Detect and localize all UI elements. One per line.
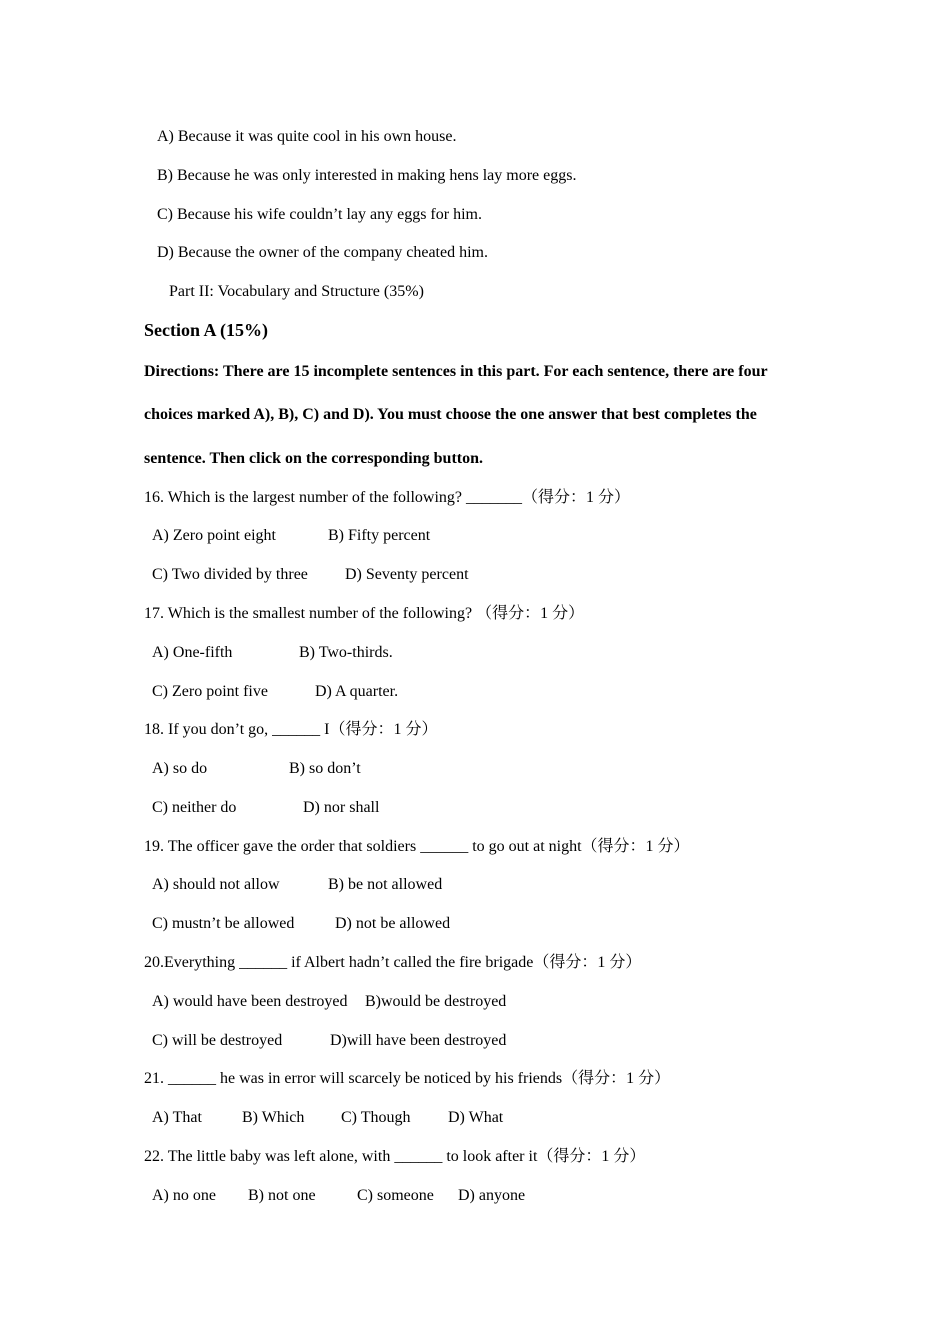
option-button[interactable]: A) would have been destroyed [152, 993, 348, 1010]
option-button[interactable]: B) so don’t [289, 760, 361, 777]
option-button[interactable]: D) What [448, 1109, 504, 1126]
prev-option-b: B) Because he was only interested in making hens lay more eggs. [157, 167, 577, 184]
option-button[interactable]: D) anyone [458, 1187, 526, 1204]
option-button[interactable]: C) will be destroyed [152, 1032, 283, 1049]
option-button[interactable]: A) That [152, 1109, 202, 1126]
option-button[interactable]: A) so do [152, 760, 208, 777]
prev-option-d: D) Because the owner of the company cheated him. [157, 244, 488, 261]
part-title: Part II: Vocabulary and Structure (35%) [169, 283, 424, 300]
question-stem: 16. Which is the largest number of the following? _______（得分：1 分） [144, 489, 631, 506]
option-button[interactable]: C) Though [341, 1109, 411, 1126]
question-stem: 17. Which is the smallest number of the following? （得分：1 分） [144, 605, 585, 622]
option-button[interactable]: B) not one [248, 1187, 316, 1204]
option-button[interactable]: A) Zero point eight [152, 527, 276, 544]
question-stem: 20.Everything ______ if Albert hadn’t called the fire brigade（得分：1 分） [144, 954, 642, 971]
directions-line-3: sentence. Then click on the corresponding button. [144, 450, 483, 467]
directions-line-2: choices marked A), B), C) and D). You must choose the one answer that best completes the [144, 406, 757, 423]
option-button[interactable]: C) someone [357, 1187, 434, 1204]
option-button[interactable]: C) Zero point five [152, 683, 268, 700]
prev-option-c: C) Because his wife couldn’t lay any eggs for him. [157, 206, 482, 223]
section-title: Section A (15%) [144, 320, 268, 340]
question-stem: 22. The little baby was left alone, with ______ to look after it（得分：1 分） [144, 1148, 646, 1165]
option-button[interactable]: D) nor shall [303, 799, 380, 816]
option-button[interactable]: B) Fifty percent [328, 527, 431, 544]
option-button[interactable]: C) neither do [152, 799, 237, 816]
option-button[interactable]: D) not be allowed [335, 915, 451, 932]
question-stem: 18. If you don’t go, ______ I（得分：1 分） [144, 721, 438, 738]
option-button[interactable]: D)will have been destroyed [330, 1032, 507, 1049]
question-stem: 21. ______ he was in error will scarcely be noticed by his friends（得分：1 分） [144, 1070, 671, 1087]
option-button[interactable]: D) Seventy percent [345, 566, 469, 583]
option-button[interactable]: C) mustn’t be allowed [152, 915, 295, 932]
option-button[interactable]: B) Two-thirds. [299, 644, 393, 661]
option-button[interactable]: D) A quarter. [315, 683, 399, 700]
prev-option-a: A) Because it was quite cool in his own house. [157, 128, 457, 145]
option-button[interactable]: B) Which [242, 1109, 305, 1126]
question-stem: 19. The officer gave the order that soldiers ______ to go out at night（得分：1 分） [144, 838, 690, 855]
option-button[interactable]: B)would be destroyed [365, 993, 507, 1010]
option-button[interactable]: B) be not allowed [328, 876, 443, 893]
option-button[interactable]: C) Two divided by three [152, 566, 308, 583]
option-button[interactable]: A) One-fifth [152, 644, 233, 661]
directions-line-1: Directions: There are 15 incomplete sentences in this part. For each sentence, there are four [144, 363, 768, 380]
option-button[interactable]: A) should not allow [152, 876, 280, 893]
option-button[interactable]: A) no one [152, 1187, 216, 1204]
